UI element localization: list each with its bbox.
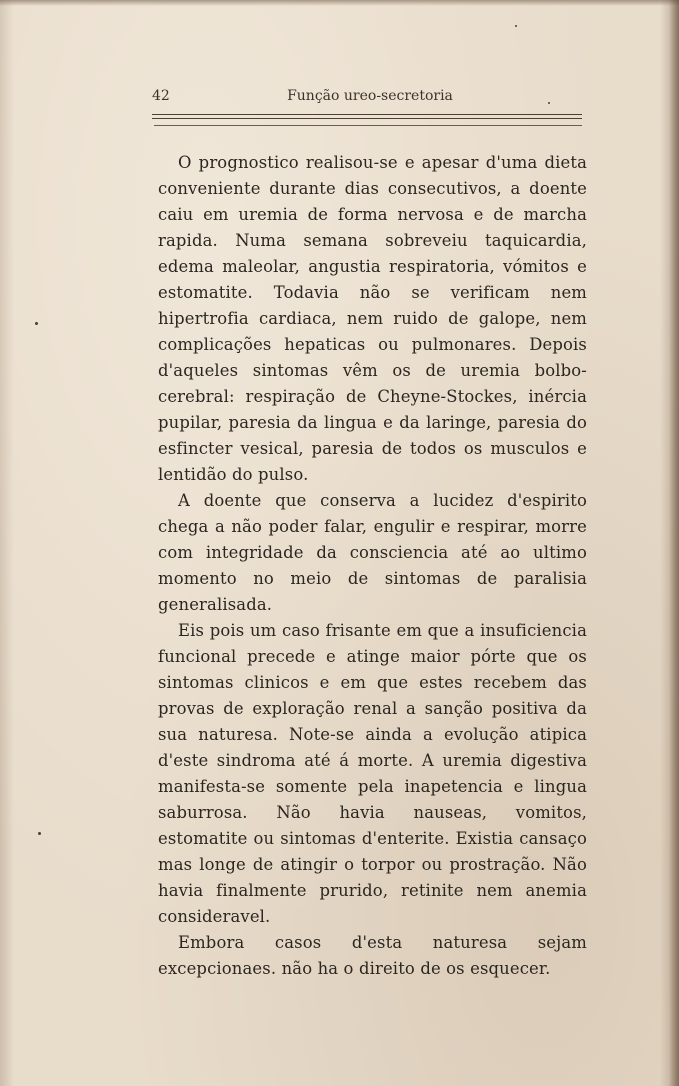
page-number: 42 bbox=[152, 88, 170, 104]
paragraph-1: O prognostico realisou-se e apesar d'uma dieta conveniente durante dias consecutivos, a doente caiu em uremia de forma nervosa e de marcha rapida. Numa semana sobreveiu taquicardia, edema maleolar, angustia respiratoria, vómitos e estomatite. Todavia não se verificam nem hipertrofia cardiaca, nem ruido de galope, nem complicações hepaticas ou pulmonares. Depois d'aqueles sintomas vêm os de uremia bolbo-cerebral: respiração de Cheyne-Stockes, inércia pupilar, paresia da lingua e da laringe, paresia do esfincter vesical, paresia de todos os musculos e lentidão do pulso. bbox=[158, 153, 587, 484]
paragraph-3: Eis pois um caso frisante em que a insuficiencia funcional precede e atinge maior pórte que os sintomas clinicos e em que estes recebem das provas de exploração renal a sanção positiva da sua naturesa. Note-se ainda a evolução atipica d'este sindroma até á morte. A uremia digestiva manifesta-se somente pela inapetencia e lingua saburrosa. Não havia nauseas, vomitos, estomatite ou sintomas d'enterite. Existia cansaço mas longe de atingir o torpor ou prostração. Não havia finalmente prurido, retinite nem anemia consideravel. bbox=[158, 621, 587, 926]
page-right-edge bbox=[669, 0, 679, 1086]
header-rule-middle bbox=[152, 118, 582, 119]
paper-speck bbox=[548, 102, 550, 104]
header-rule-bottom bbox=[154, 125, 582, 126]
paragraph-4: Embora casos d'esta naturesa sejam excepcionaes. não ha o direito de os esquecer. bbox=[158, 933, 587, 978]
page-header bbox=[152, 88, 552, 110]
header-rule-top bbox=[152, 114, 582, 115]
paragraph-2: A doente que conserva a lucidez d'espirito chega a não poder falar, engulir e respirar, morre com integridade da consciencia até ao ultimo momento no meio de sintomas de paralisia generalisada. bbox=[158, 491, 587, 614]
page-top-edge bbox=[0, 0, 679, 6]
body-text bbox=[158, 150, 587, 982]
paper-speck bbox=[38, 832, 41, 835]
running-title: Função ureo-secretoria bbox=[287, 88, 453, 104]
paper-speck bbox=[515, 25, 517, 27]
paper-speck bbox=[35, 322, 38, 325]
